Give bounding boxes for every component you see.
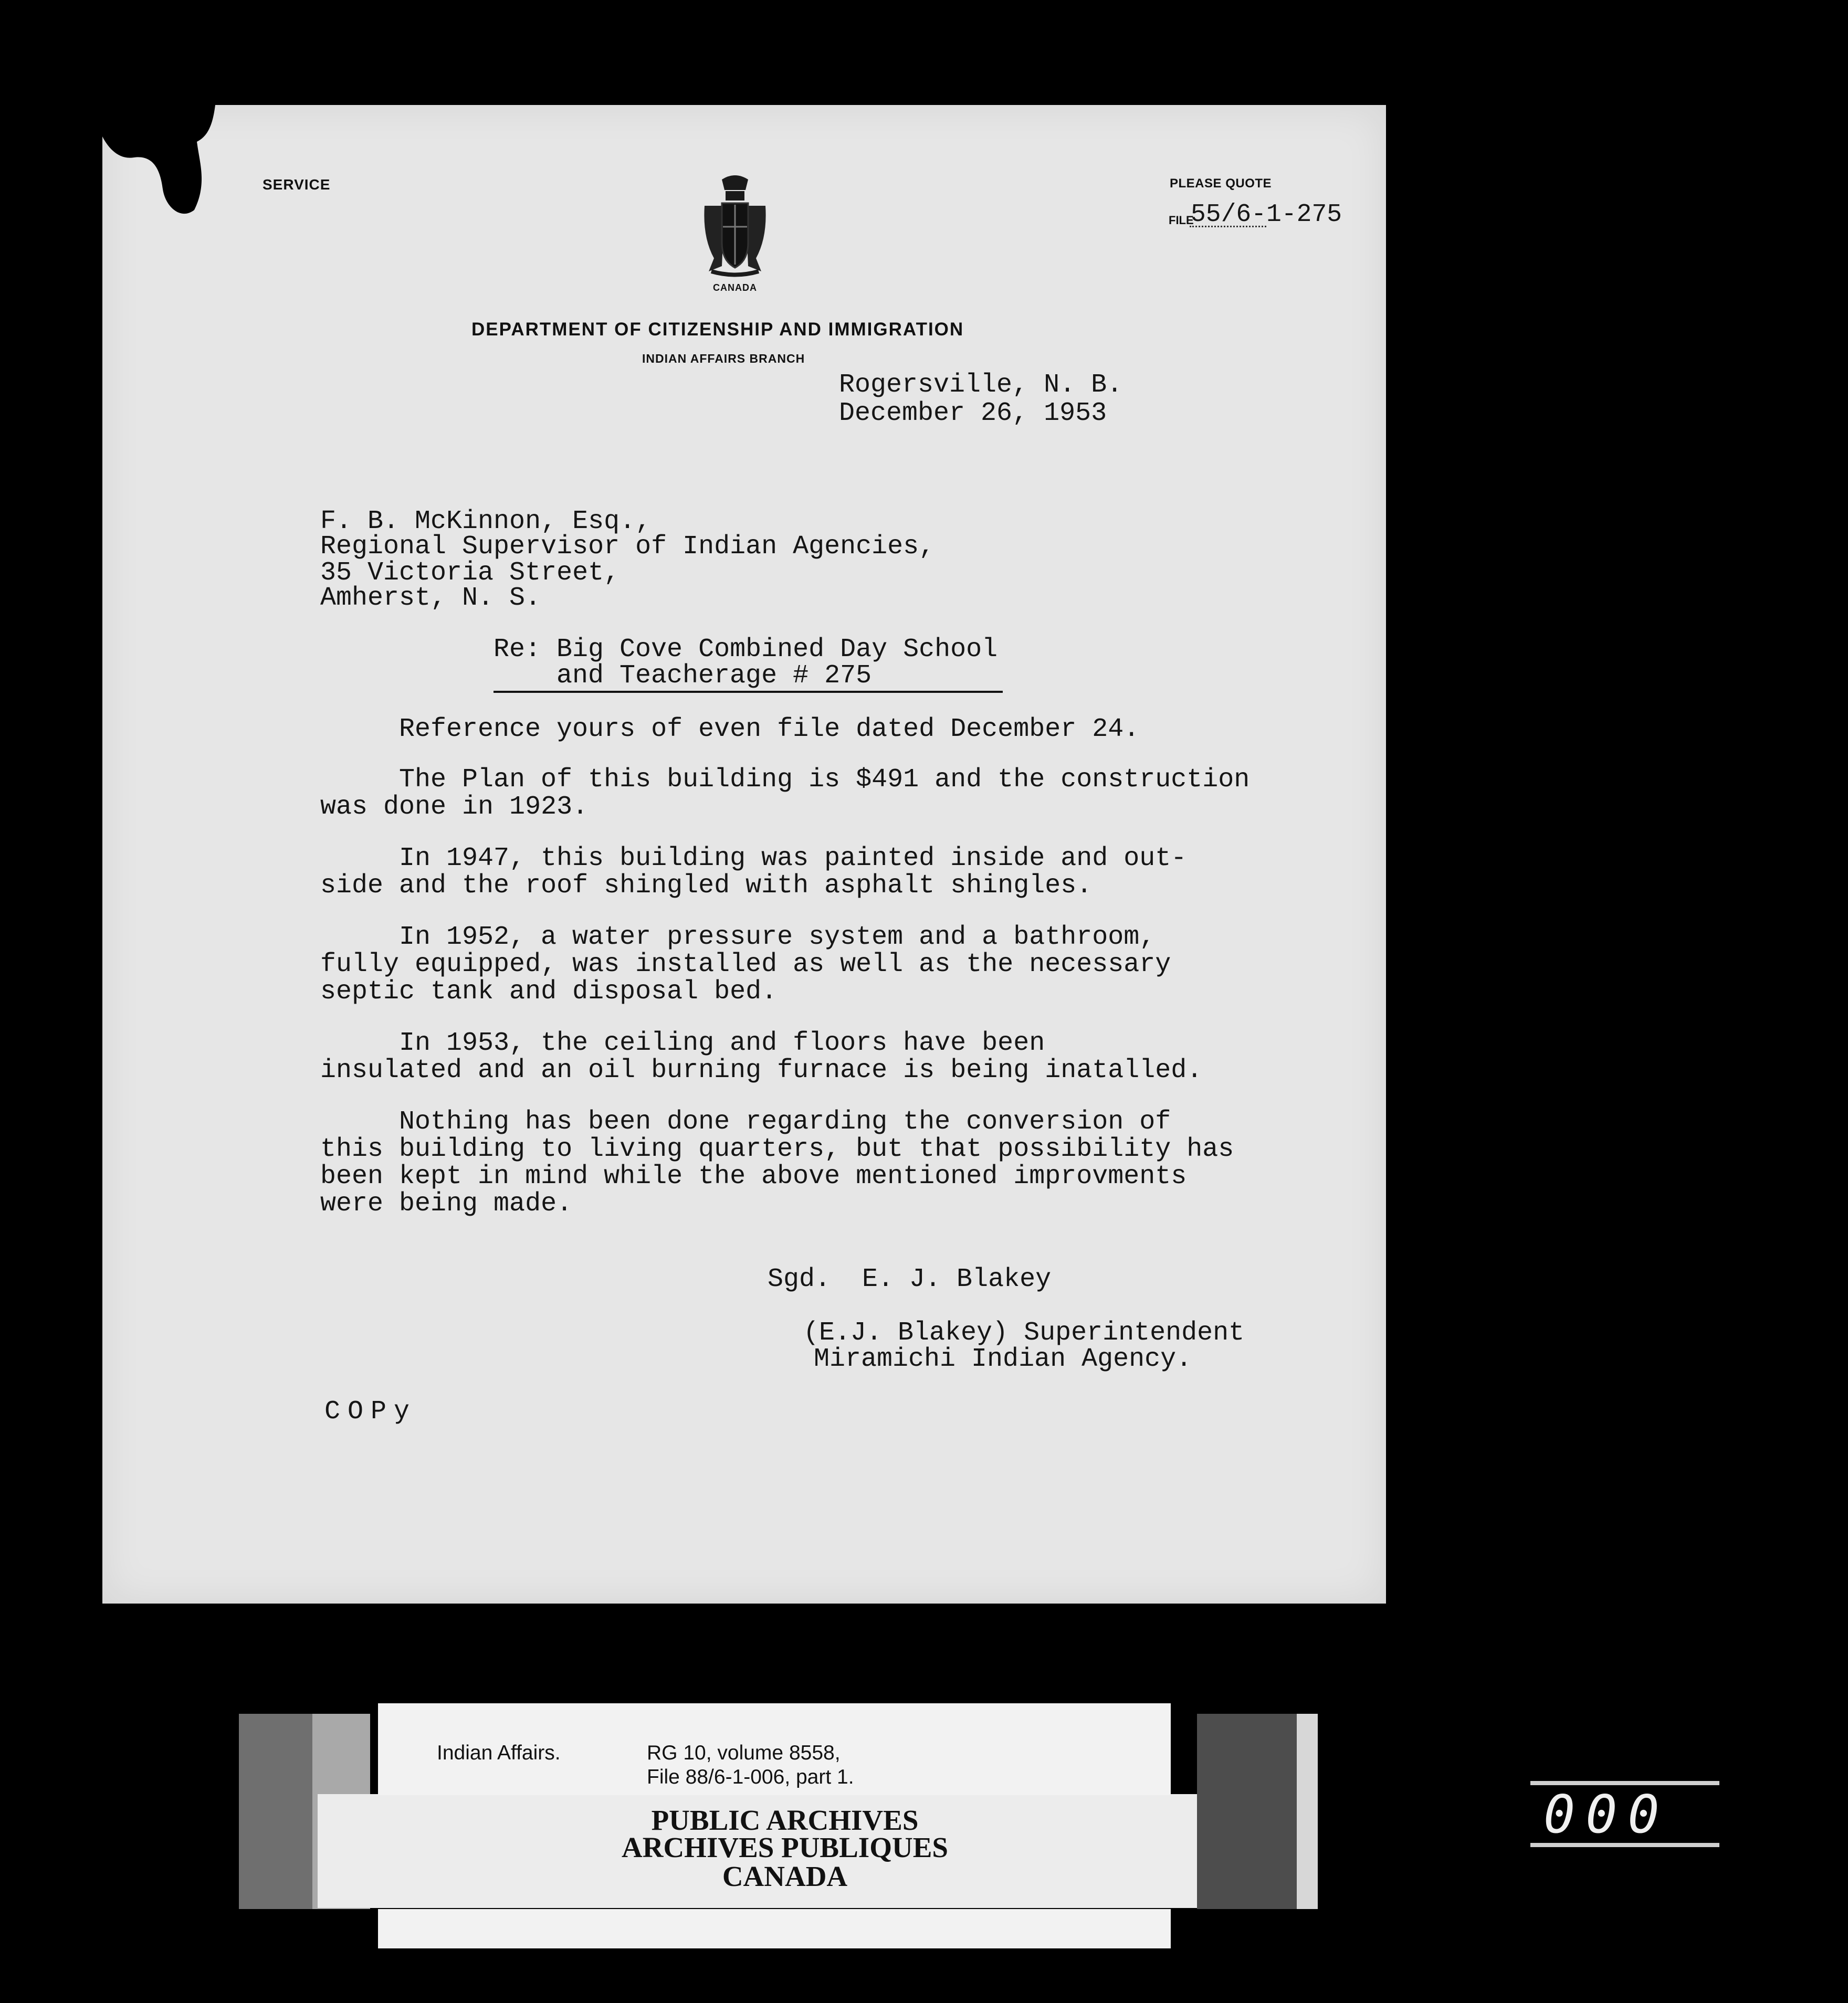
address-line: Amherst, N. S. <box>320 583 541 613</box>
archive-bottom-card <box>378 1909 1171 1948</box>
body-line: been kept in mind while the above mentioned improvments <box>320 1162 1187 1192</box>
archive-name-line: ARCHIVES PUBLIQUES <box>622 1831 948 1863</box>
body-line: Reference yours of even file dated December 24. <box>399 714 1140 744</box>
service-label: SERVICE <box>262 176 331 193</box>
body-line: this building to living quarters, but that possibility has <box>320 1134 1234 1164</box>
file-number: 55/6-1-275 <box>1191 201 1342 229</box>
body-line: was done in 1923. <box>320 792 589 822</box>
canada-label: CANADA <box>713 282 757 293</box>
film-edge-left <box>239 1714 312 1909</box>
letter-date: December 26, 1953 <box>839 398 1107 428</box>
signed-line: Sgd. E. J. Blakey <box>768 1264 1052 1294</box>
copy-mark: COPy <box>324 1397 417 1427</box>
reference-line: RG 10, volume 8558, <box>647 1742 841 1764</box>
body-line: insulated and an oil burning furnace is being inatalled. <box>320 1056 1203 1085</box>
coat-of-arms-icon <box>698 174 772 278</box>
subject-underline <box>494 691 1003 693</box>
body-line: fully equipped, was installed as well as the necessary <box>320 950 1171 979</box>
subject-line: Re: Big Cove Combined Day School <box>494 635 998 665</box>
address-line: Regional Supervisor of Indian Agencies, <box>320 532 935 562</box>
file-label: FILE <box>1169 214 1194 227</box>
body-line: were being made. <box>320 1189 573 1219</box>
body-line: side and the roof shingled with asphalt shingles. <box>320 871 1093 901</box>
file-number-underline <box>1190 226 1266 227</box>
letter-place: Rogersville, N. B. <box>839 370 1123 400</box>
please-quote-label: PLEASE QUOTE <box>1170 176 1272 191</box>
film-edge-right-light <box>1297 1714 1318 1909</box>
signature-block-line: Miramichi Indian Agency. <box>814 1344 1192 1374</box>
body-line: The Plan of this building is $491 and the construction <box>399 765 1250 795</box>
branch-title: INDIAN AFFAIRS BRANCH <box>642 352 805 365</box>
subject-line: and Teacherage # 275 <box>556 661 872 691</box>
collection-label: Indian Affairs. <box>437 1742 561 1764</box>
body-line: septic tank and disposal bed. <box>320 977 778 1007</box>
body-line: In 1947, this building was painted inside and out- <box>399 844 1187 873</box>
body-line: In 1952, a water pressure system and a bathroom, <box>399 922 1156 952</box>
reference-line: File 88/6-1-006, part 1. <box>647 1766 854 1788</box>
torn-corner <box>102 105 249 220</box>
body-line: Nothing has been done regarding the conversion of <box>399 1107 1171 1137</box>
body-line: In 1953, the ceiling and floors have been <box>399 1028 1045 1058</box>
archive-name-line: CANADA <box>722 1860 848 1892</box>
frame-counter-digits: 000 <box>1544 1784 1670 1845</box>
address-line: F. B. McKinnon, Esq., <box>320 507 652 536</box>
archive-name-line: PUBLIC ARCHIVES <box>651 1804 919 1836</box>
address-line: 35 Victoria Street, <box>320 558 620 588</box>
department-title: DEPARTMENT OF CITIZENSHIP AND IMMIGRATION <box>471 319 964 340</box>
signature-block-line: (E.J. Blakey) Superintendent <box>803 1318 1245 1348</box>
